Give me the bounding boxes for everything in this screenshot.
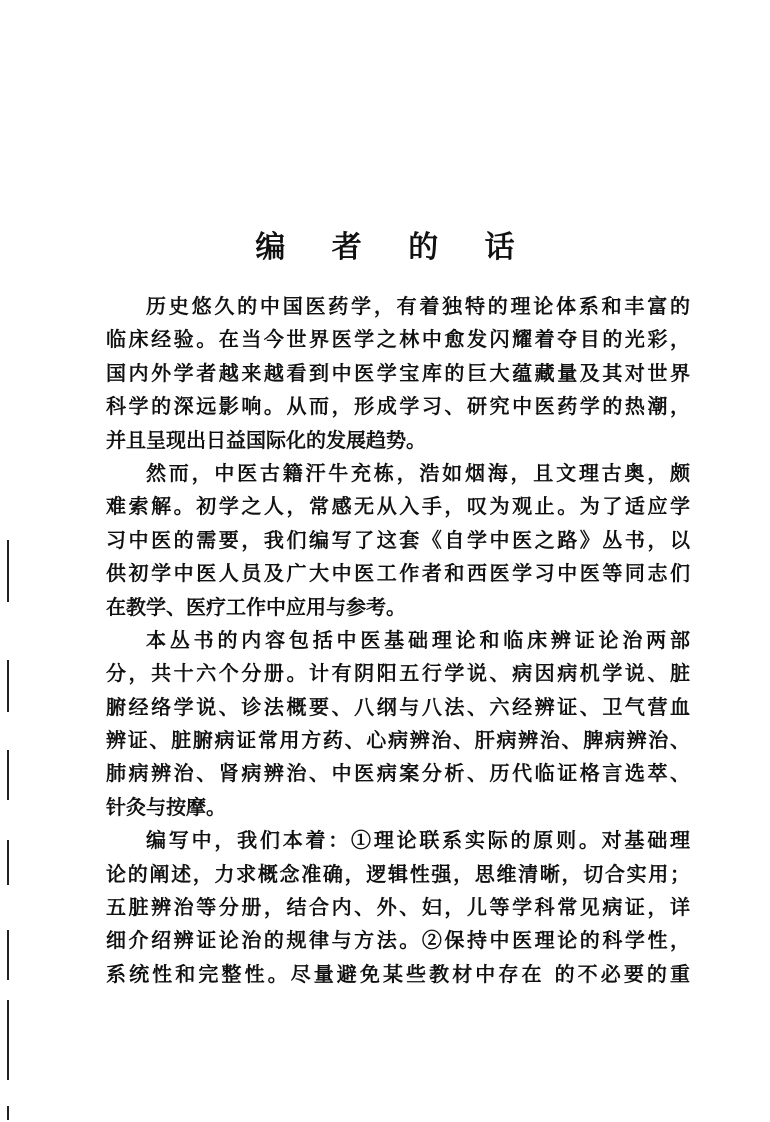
text-line: 在教学、医疗工作中应用与参考。 <box>106 594 406 619</box>
text-line: 国内外学者越来越看到中医学宝库的巨大蕴藏量及其对世界 <box>106 360 690 385</box>
scan-edge-mark <box>7 1106 9 1120</box>
text-line: 辨证、脏腑病证常用方药、心病辨治、肝病辨治、脾病辨治、 <box>106 728 690 753</box>
scan-edge-mark <box>7 750 9 800</box>
text-line: 难索解。初学之人，常感无从入手，叹为观止。为了适应学 <box>106 494 690 519</box>
scan-edge-mark <box>7 1000 9 1080</box>
text-line: 肺病辨治、肾病辨治、中医病案分析、历代临证格言选萃、 <box>106 761 690 786</box>
scan-edge-mark <box>7 540 9 602</box>
text-line: 临床经验。在当今世界医学之林中愈发闪耀着夺目的光彩， <box>106 327 690 352</box>
paragraph <box>106 624 690 824</box>
paragraph <box>106 290 690 457</box>
text-line: 习中医的需要，我们编写了这套《自学中医之路》丛书，以 <box>106 527 690 552</box>
text-line: 并且呈现出日益国际化的发展趋势。 <box>106 427 426 452</box>
paragraph <box>106 457 690 624</box>
text-line: 论的阐述，力求概念准确，逻辑性强，思维清晰，切合实用； <box>106 861 690 886</box>
text-line: 针灸与按摩。 <box>106 794 226 819</box>
text-line: 五脏辨治等分册，结合内、外、妇，儿等学科常见病证，详 <box>106 895 690 920</box>
page-title: 编 者 的 话 <box>255 230 533 265</box>
text-line: 编写中，我们本着：①理论联系实际的原则。对基础理 <box>146 828 690 853</box>
text-line: 系统性和完整性。尽量避免某些教材中存在 的不必要的重 <box>106 961 690 986</box>
text-line: 腑经络学说、诊法概要、八纲与八法、六经辨证、卫气营血 <box>106 694 690 719</box>
text-line: 供初学中医人员及广大中医工作者和西医学习中医等同志们 <box>106 561 690 586</box>
text-line: 科学的深远影响。从而，形成学习、研究中医药学的热潮， <box>106 394 690 419</box>
text-line: 历史悠久的中国医药学，有着独特的理论体系和丰富的 <box>146 294 690 318</box>
text-line: 然而，中医古籍汗牛充栋，浩如烟海，且文理古奥，颇 <box>146 460 690 485</box>
text-line: 本丛书的内容包括中医基础理论和临床辨证论治两部 <box>146 627 690 652</box>
scan-edge-mark <box>7 930 9 980</box>
scan-edge-mark <box>7 840 9 885</box>
text-line: 细介绍辨证论治的规律与方法。②保持中医理论的科学性， <box>106 928 690 953</box>
text-line: 分，共十六个分册。计有阴阳五行学说、病因病机学说、脏 <box>106 661 690 686</box>
paragraph <box>106 824 690 991</box>
scan-edge-mark <box>7 660 9 712</box>
body-text <box>106 290 690 991</box>
